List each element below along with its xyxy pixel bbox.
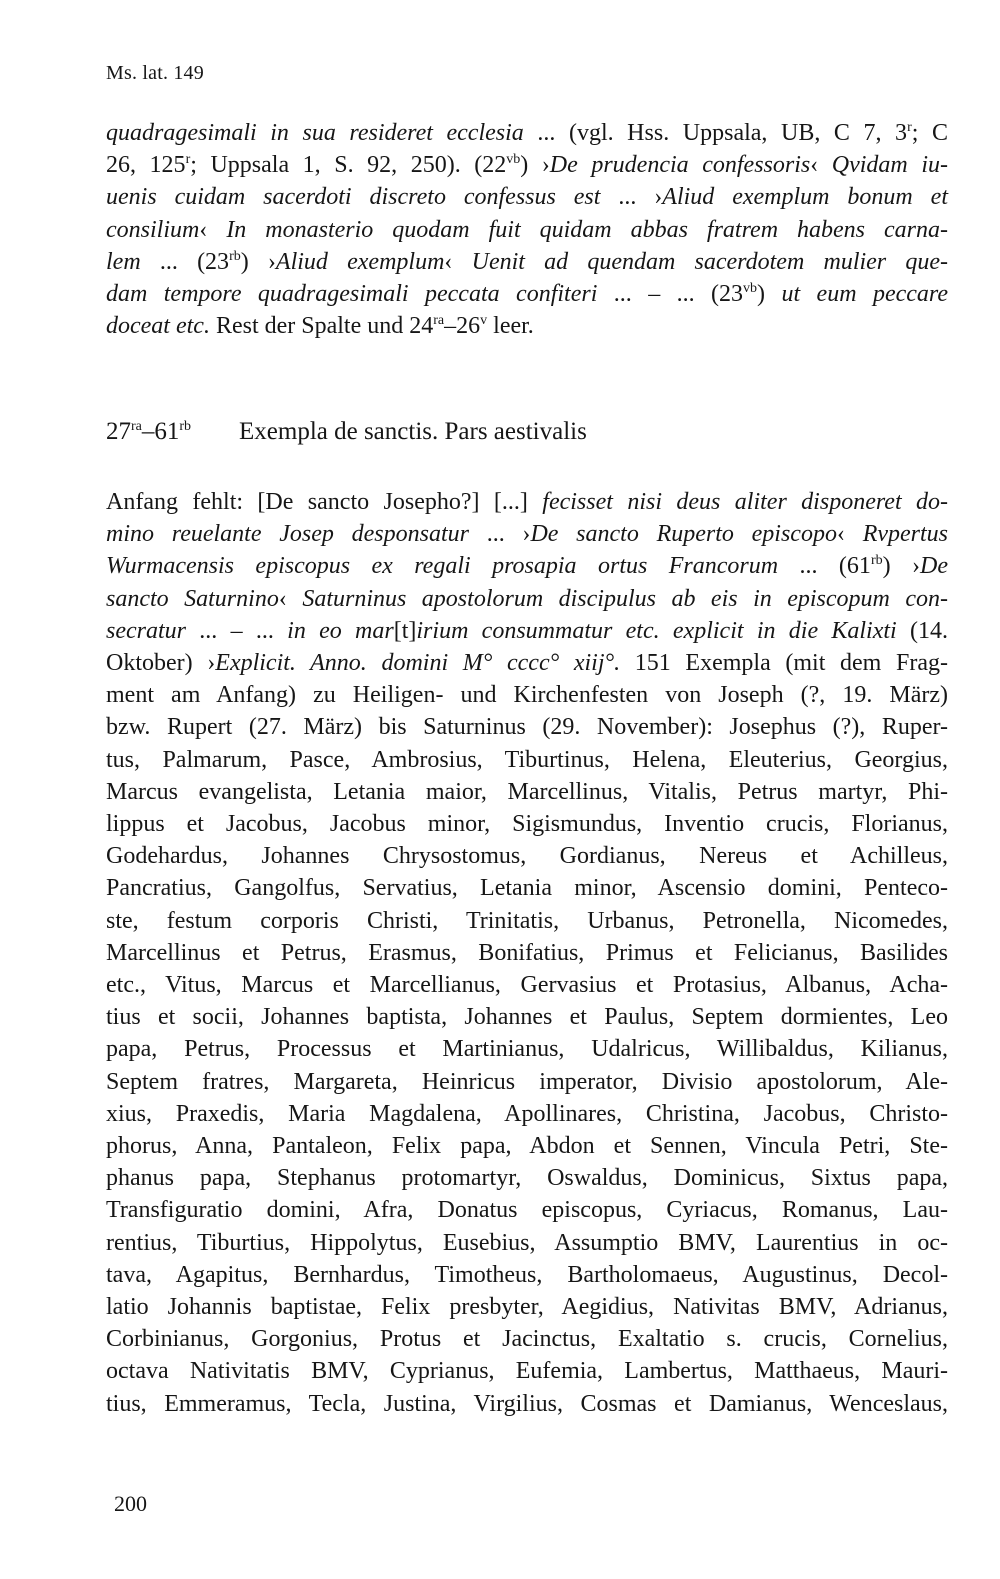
latin-quote: secratur bbox=[106, 617, 186, 644]
text-line bbox=[106, 518, 948, 550]
latin-quote: in eo mar bbox=[287, 617, 394, 644]
text-run: ‹ bbox=[199, 216, 227, 243]
text-run: –26 bbox=[444, 313, 481, 340]
text-run: ... › bbox=[600, 184, 663, 211]
latin-quote: Aliud exemplum bbox=[275, 248, 445, 275]
text-run: bzw. Rupert (27. März) bis Saturninus (29. November): Josephus (?), Ruper- bbox=[106, 714, 948, 741]
folio-superscript: vb bbox=[506, 152, 521, 168]
text-line bbox=[106, 1098, 948, 1130]
text-run: 26, 125 bbox=[106, 152, 186, 179]
text-run: ment am Anfang) zu Heiligen- und Kirchenfesten von Joseph (?, 19. März) bbox=[106, 682, 948, 709]
text-run: tus, Palmarum, Pasce, Ambrosius, Tiburtinus, Helena, Eleuterius, Georgius, bbox=[106, 746, 948, 773]
latin-quote: irium consummatur etc. explicit in die Kalixti bbox=[416, 617, 897, 644]
latin-quote: Aliud exemplum bonum et bbox=[662, 184, 949, 211]
text-line bbox=[106, 1291, 948, 1323]
text-run: latio Johannis baptistae, Felix presbyter, Aegidius, Nativitas BMV, Adrianus, bbox=[106, 1294, 948, 1321]
latin-quote: lem bbox=[106, 248, 141, 275]
text-line bbox=[106, 711, 948, 743]
folio-superscript: r bbox=[185, 152, 191, 168]
latin-quote: In monasterio quodam fuit quidam abbas fratrem habens carna- bbox=[226, 216, 948, 243]
folio-superscript: ra bbox=[433, 313, 445, 329]
text-run: [t] bbox=[393, 617, 417, 644]
text-run: xius, Praxedis, Maria Magdalena, Apollinares, Christina, Jacobus, Christo- bbox=[106, 1100, 948, 1127]
text-run: Marcus evangelista, Letania maior, Marcellinus, Vitalis, Petrus martyr, Phi- bbox=[106, 778, 948, 805]
latin-quote: ut eum peccare bbox=[781, 281, 949, 308]
text-line bbox=[106, 840, 948, 872]
text-run: (14. bbox=[896, 617, 948, 644]
latin-quote: uenis cuidam sacerdoti discreto confessus est bbox=[106, 184, 601, 211]
paragraph-description bbox=[106, 486, 948, 1420]
text-run: ) › bbox=[240, 248, 276, 275]
text-line bbox=[106, 1033, 948, 1065]
text-run: rentius, Tiburtius, Hippolytus, Eusebius, Assumptio BMV, Laurentius in oc- bbox=[106, 1229, 948, 1256]
text-run: Godehardus, Johannes Chrysostomus, Gordianus, Nereus et Achilleus, bbox=[106, 843, 948, 870]
text-run: ... – ... (23 bbox=[597, 281, 744, 308]
text-line bbox=[106, 679, 948, 711]
text-run: ... – ... bbox=[186, 617, 288, 644]
text-line bbox=[106, 1227, 948, 1259]
text-run: Pancratius, Gangolfus, Servatius, Letania minor, Ascensio domini, Penteco- bbox=[106, 875, 948, 902]
text-line bbox=[106, 181, 948, 213]
text-line bbox=[106, 310, 948, 342]
text-line bbox=[106, 776, 948, 808]
text-line bbox=[106, 808, 948, 840]
text-line bbox=[106, 1355, 948, 1387]
text-line bbox=[106, 583, 948, 615]
text-line bbox=[106, 647, 948, 679]
text-run: ste, festum corporis Christi, Trinitatis, Urbanus, Petronella, Nicomedes, bbox=[106, 907, 948, 934]
text-line bbox=[106, 1194, 948, 1226]
latin-quote: De sancto Ruperto episcopo bbox=[530, 521, 837, 548]
text-run: tius et socii, Johannes baptista, Johannes et Paulus, Septem dormientes, Leo bbox=[106, 1004, 948, 1031]
text-line bbox=[106, 550, 948, 582]
text-run: ... › bbox=[468, 521, 531, 548]
text-line bbox=[106, 969, 948, 1001]
section-heading bbox=[106, 418, 587, 446]
latin-quote: consilium bbox=[106, 216, 200, 243]
latin-quote: De bbox=[920, 553, 949, 580]
text-run: papa, Petrus, Processus et Martinianus, Udalricus, Willibaldus, Kilianus, bbox=[106, 1036, 948, 1063]
text-line bbox=[106, 1066, 948, 1098]
text-run: ) › bbox=[520, 152, 550, 179]
latin-quote: dam tempore quadragesimali peccata confiteri bbox=[106, 281, 598, 308]
text-run: ; Uppsala 1, S. 92, 250). (22 bbox=[190, 152, 507, 179]
text-run: ) bbox=[757, 281, 782, 308]
text-run: phanus papa, Stephanus protomartyr, Oswaldus, Dominicus, Sixtus papa, bbox=[106, 1165, 948, 1192]
latin-quote: Explicit. Anno. domini M° cccc° xiij°. bbox=[215, 650, 621, 677]
latin-quote: doceat etc. bbox=[106, 313, 210, 340]
text-run: tava, Agapitus, Bernhardus, Timotheus, Bartholomaeus, Augustinus, Decol- bbox=[106, 1261, 948, 1288]
latin-quote: Rvpertus bbox=[862, 521, 948, 548]
text-run: phorus, Anna, Pantaleon, Felix papa, Abdon et Sennen, Vincula Petri, Ste- bbox=[106, 1133, 948, 1160]
text-line bbox=[106, 905, 948, 937]
text-line bbox=[106, 1001, 948, 1033]
text-line bbox=[106, 937, 948, 969]
text-line bbox=[106, 246, 948, 278]
latin-quote: Uenit ad quendam sacerdotem mulier que- bbox=[471, 248, 948, 275]
paragraph-continued-entry bbox=[106, 117, 948, 342]
latin-quote: quadragesimali in sua resideret ecclesia bbox=[106, 120, 524, 146]
text-run: tius, Emmeramus, Tecla, Justina, Virgilius, Cosmas et Damianus, Wenceslaus, bbox=[106, 1390, 948, 1417]
text-run: Corbinianus, Gorgonius, Protus et Jacinctus, Exaltatio s. crucis, Cornelius, bbox=[106, 1326, 948, 1353]
text-run: Septem fratres, Margareta, Heinricus imperator, Divisio apostolorum, Ale- bbox=[106, 1068, 948, 1095]
text-run: ‹ bbox=[810, 152, 832, 179]
text-line bbox=[106, 278, 948, 310]
text-line bbox=[106, 1388, 948, 1420]
text-run: lippus et Jacobus, Jacobus minor, Sigismundus, Inventio crucis, Florianus, bbox=[106, 811, 948, 838]
text-line bbox=[106, 214, 948, 246]
section-folio-range: $27^{ra}-61^{rb}$ bbox=[106, 418, 192, 445]
latin-quote: De prudencia confessoris bbox=[549, 152, 811, 179]
folio-superscript: v bbox=[480, 313, 488, 329]
text-run: leer. bbox=[487, 313, 534, 340]
text-run: etc., Vitus, Marcus et Marcellianus, Gervasius et Protasius, Albanus, Acha- bbox=[106, 972, 948, 999]
text-line bbox=[106, 1130, 948, 1162]
text-run: Anfang fehlt: [De sancto Josepho?] [...] bbox=[106, 489, 543, 515]
text-run: ‹ bbox=[836, 521, 863, 548]
latin-quote: Wurmacensis episcopus ex regali prosapia ortus Francorum bbox=[106, 553, 779, 580]
page-number: 200 bbox=[114, 1491, 147, 1516]
text-run: Oktober) › bbox=[106, 650, 216, 677]
text-run: ... (23 bbox=[140, 248, 230, 275]
text-run: ... (vgl. Hss. Uppsala, UB, C 7, 3 bbox=[523, 120, 908, 146]
text-line bbox=[106, 1162, 948, 1194]
folio-superscript: rb bbox=[870, 553, 883, 569]
text-run: ; C bbox=[911, 120, 948, 146]
folio-superscript: rb bbox=[229, 248, 241, 264]
text-line bbox=[106, 744, 948, 776]
text-line bbox=[106, 117, 948, 149]
latin-quote: Qvidam iu- bbox=[831, 152, 948, 179]
text-line bbox=[106, 149, 948, 181]
text-run: octava Nativitatis BMV, Cyprianus, Eufemia, Lambertus, Matthaeus, Mauri- bbox=[106, 1358, 948, 1385]
latin-quote: fecisset nisi deus aliter disponeret do- bbox=[542, 489, 949, 515]
latin-quote: mino reuelante Josep desponsatur bbox=[106, 521, 469, 548]
text-run: Rest der Spalte und 24 bbox=[209, 313, 434, 340]
text-run: ) › bbox=[882, 553, 921, 580]
text-line bbox=[106, 615, 948, 647]
text-run: Marcellinus et Petrus, Erasmus, Bonifatius, Primus et Felicianus, Basilides bbox=[106, 939, 948, 966]
text-line bbox=[106, 1323, 948, 1355]
latin-quote: sancto Saturnino bbox=[106, 585, 279, 612]
folio-superscript: vb bbox=[743, 281, 758, 297]
text-run: Transfiguratio domini, Afra, Donatus episcopus, Cyriacus, Romanus, Lau- bbox=[106, 1197, 948, 1224]
text-run: 151 Exempla (mit dem Frag- bbox=[620, 650, 948, 677]
text-line bbox=[106, 872, 948, 904]
text-line bbox=[106, 1259, 948, 1291]
section-title: Exempla de sanctis. Pars aestivalis bbox=[239, 418, 587, 445]
folio-superscript: r bbox=[907, 120, 912, 135]
text-run: ‹ bbox=[278, 585, 303, 612]
running-head: Ms. lat. 149 bbox=[106, 62, 204, 84]
text-line bbox=[106, 486, 948, 518]
text-run: ‹ bbox=[444, 248, 472, 275]
latin-quote: Saturninus apostolorum discipulus ab eis in episcopum con- bbox=[302, 585, 948, 612]
text-run: ... (61 bbox=[778, 553, 871, 580]
